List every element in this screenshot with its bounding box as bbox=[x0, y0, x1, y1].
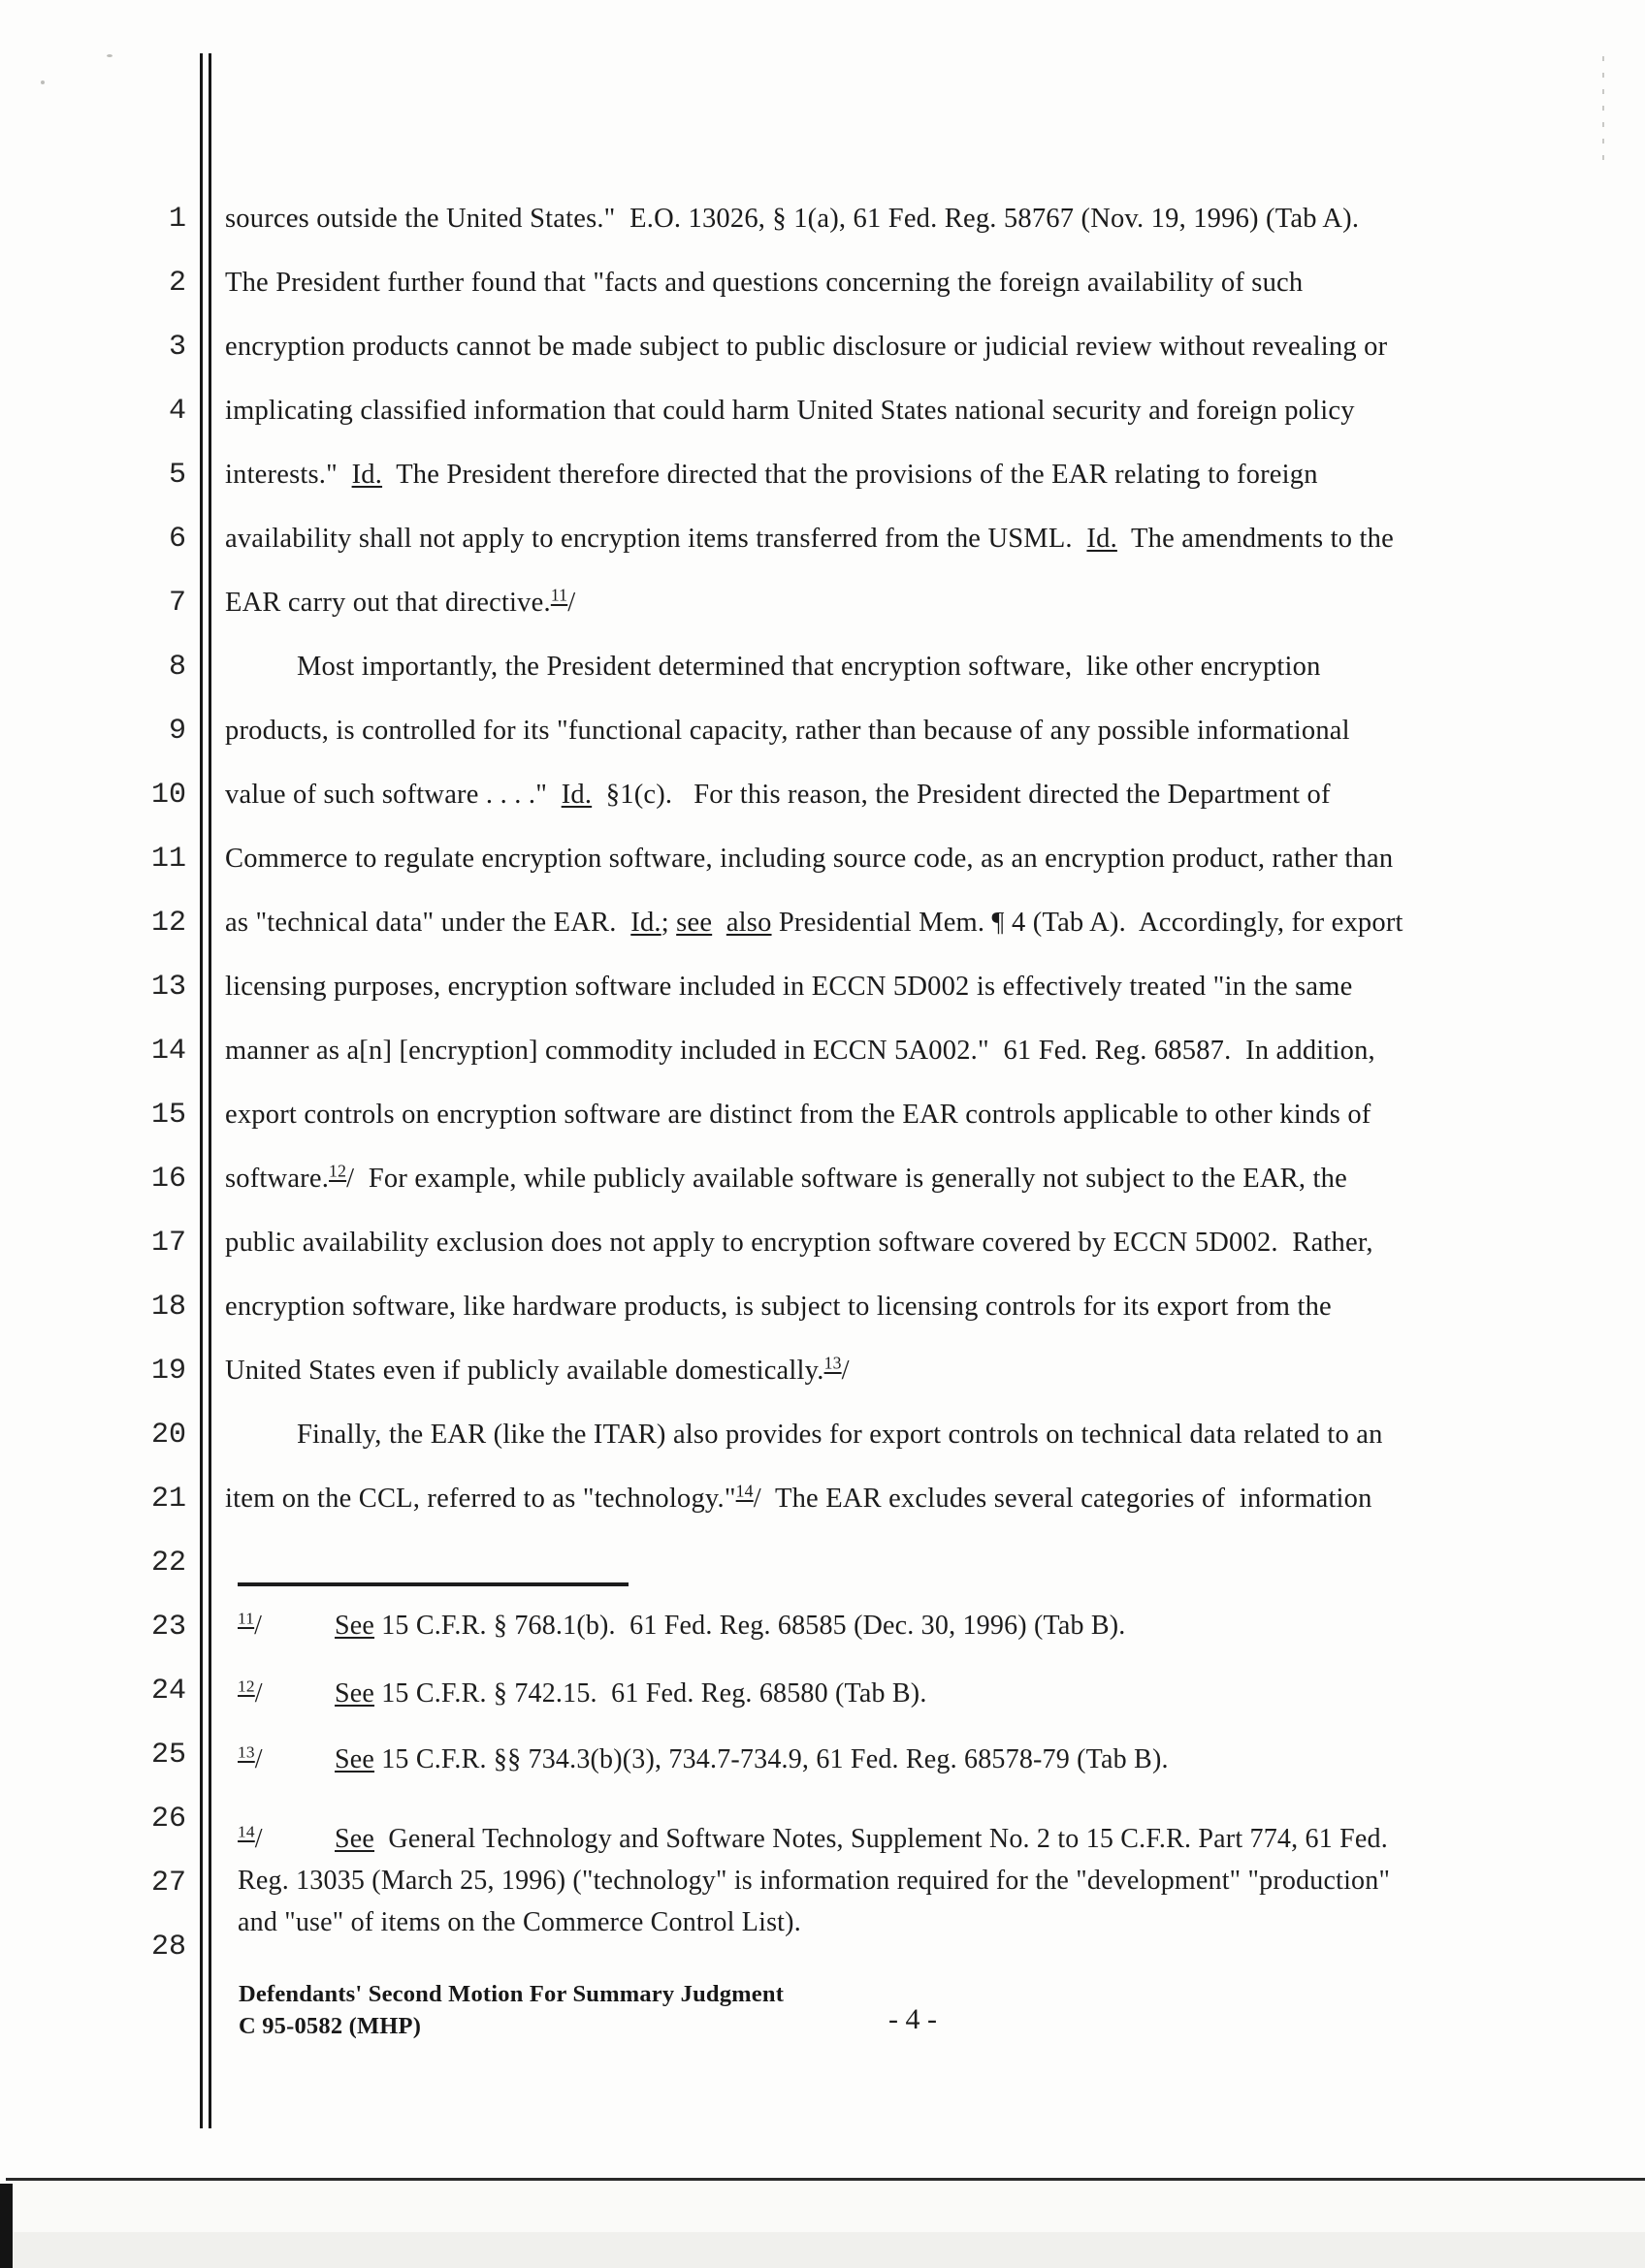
footnote-number: $^{13}$/ bbox=[238, 1742, 263, 1774]
text-segment: licensing purposes, encryption software included in ECCN 5D002 is effectively treated "in the same bbox=[225, 972, 1353, 1002]
line-number: 19 bbox=[150, 1355, 186, 1388]
line-number: 2 bbox=[168, 267, 186, 300]
document-line bbox=[225, 774, 1331, 816]
footer-case-number: C 95-0582 (MHP) bbox=[239, 2013, 422, 2039]
document-line bbox=[225, 198, 1359, 240]
text-segment: public availability exclusion does not apply to encryption software covered by ECCN 5D002. Rather, bbox=[225, 1228, 1373, 1258]
document-line bbox=[225, 966, 1353, 1008]
document-line bbox=[225, 1286, 1332, 1328]
document-line bbox=[225, 1414, 1383, 1456]
line-number: 4 bbox=[168, 395, 186, 428]
scanner-background-band bbox=[0, 2232, 1645, 2268]
line-number: 15 bbox=[150, 1099, 186, 1132]
page-number: - 4 - bbox=[888, 2003, 937, 2035]
text-segment: Id. bbox=[630, 908, 661, 938]
text-segment: interests." bbox=[225, 460, 352, 490]
text-segment: Id. bbox=[1086, 524, 1117, 554]
footnote-reference: 11 bbox=[550, 585, 568, 605]
line-number: 11 bbox=[150, 843, 186, 876]
footnote-line bbox=[238, 1819, 1388, 1860]
document-line bbox=[225, 1222, 1373, 1264]
footnote-line bbox=[238, 1902, 801, 1943]
text-segment: Most importantly, the President determined that encryption software, like other encryption bbox=[297, 652, 1321, 682]
line-number: 26 bbox=[150, 1803, 186, 1836]
text-segment: and "use" of items on the Commerce Control List). bbox=[238, 1907, 801, 1937]
scan-artifact-dotted-line bbox=[1602, 56, 1604, 168]
document-line bbox=[225, 518, 1394, 560]
line-number: 23 bbox=[150, 1611, 186, 1644]
line-number: 21 bbox=[150, 1483, 186, 1516]
line-number: 12 bbox=[150, 907, 186, 940]
text-segment: ; bbox=[661, 908, 677, 938]
text-segment: See bbox=[335, 1611, 375, 1641]
scan-speck bbox=[41, 80, 45, 84]
footnote-number-digits: 12 bbox=[238, 1677, 255, 1696]
line-number: 7 bbox=[168, 587, 186, 620]
line-number: 25 bbox=[150, 1739, 186, 1772]
scan-speck bbox=[107, 54, 113, 57]
footnote-line bbox=[238, 1674, 927, 1714]
text-segment: / The EAR excludes several categories of information bbox=[753, 1484, 1372, 1514]
text-segment: United States even if publicly available domestically. bbox=[225, 1356, 824, 1386]
document-line bbox=[225, 1478, 1372, 1520]
footnote-line bbox=[238, 1740, 1169, 1780]
text-segment: value of such software . . . ." bbox=[225, 780, 562, 810]
text-segment: The President further found that "facts and questions concerning the foreign availability of such bbox=[225, 268, 1304, 298]
line-number: 9 bbox=[168, 715, 186, 748]
text-segment: Id. bbox=[561, 780, 593, 810]
line-number: 18 bbox=[150, 1291, 186, 1324]
document-line bbox=[225, 646, 1321, 688]
text-segment: as "technical data" under the EAR. bbox=[225, 908, 631, 938]
line-number: 16 bbox=[150, 1163, 186, 1196]
line-number: 10 bbox=[150, 779, 186, 812]
footer-title: Defendants' Second Motion For Summary Judgment bbox=[239, 1981, 785, 2007]
footnote-number-digits: 11 bbox=[238, 1609, 255, 1628]
line-number: 1 bbox=[168, 203, 186, 236]
text-segment: EAR carry out that directive. bbox=[225, 588, 551, 618]
document-line bbox=[225, 1094, 1371, 1136]
footnote-number: $^{14}$/ bbox=[238, 1822, 263, 1854]
document-line bbox=[225, 262, 1303, 304]
footnote-number-digits: 14 bbox=[238, 1822, 255, 1841]
document-line bbox=[225, 454, 1318, 496]
text-segment: export controls on encryption software are distinct from the EAR controls applicable to other kinds of bbox=[225, 1100, 1371, 1130]
document-line bbox=[225, 582, 575, 624]
text-segment: 15 C.F.R. § 768.1(b). 61 Fed. Reg. 68585 (Dec. 30, 1996) (Tab B). bbox=[374, 1611, 1126, 1641]
text-segment: products, is controlled for its "functional capacity, rather than because of any possible informational bbox=[225, 716, 1350, 746]
document-line bbox=[225, 1158, 1347, 1200]
line-number: 24 bbox=[150, 1675, 186, 1708]
document-line bbox=[225, 710, 1350, 752]
text-segment: The President therefore directed that the provisions of the EAR relating to foreign bbox=[382, 460, 1318, 490]
text-segment: See bbox=[335, 1824, 375, 1854]
text-segment: item on the CCL, referred to as "technology." bbox=[225, 1484, 736, 1514]
line-number: 22 bbox=[150, 1547, 186, 1580]
text-segment: encryption software, like hardware products, is subject to licensing controls for its export from the bbox=[225, 1292, 1332, 1322]
text-segment: See bbox=[335, 1744, 375, 1774]
footnote-reference: 12 bbox=[329, 1161, 347, 1181]
document-line bbox=[225, 902, 1403, 944]
text-segment: sources outside the United States." E.O. 13026, § 1(a), 61 Fed. Reg. 58767 (Nov. 19, 1996) (Tab A). bbox=[225, 204, 1360, 234]
footer bbox=[239, 1978, 784, 2042]
line-number: 13 bbox=[150, 971, 186, 1004]
text-segment: see bbox=[676, 908, 713, 938]
document-line bbox=[225, 838, 1393, 880]
footnote-line bbox=[238, 1606, 1126, 1646]
line-number: 8 bbox=[168, 651, 186, 684]
text-segment: also bbox=[726, 908, 772, 938]
line-number: 28 bbox=[150, 1931, 186, 1964]
line-number: 14 bbox=[150, 1035, 186, 1068]
text-segment: encryption products cannot be made subject to public disclosure or judicial review without revealing or bbox=[225, 332, 1388, 362]
document-line bbox=[225, 390, 1355, 432]
text-segment: The amendments to the bbox=[1116, 524, 1394, 554]
text-segment: / For example, while publicly available software is generally not subject to the EAR, the bbox=[346, 1164, 1347, 1194]
line-number: 6 bbox=[168, 523, 186, 556]
line-number: 17 bbox=[150, 1227, 186, 1260]
text-segment: availability shall not apply to encryption items transferred from the USML. bbox=[225, 524, 1087, 554]
text-segment: / bbox=[567, 588, 576, 618]
line-number: 3 bbox=[168, 331, 186, 364]
text-segment: software. bbox=[225, 1164, 330, 1194]
text-segment: Commerce to regulate encryption software, including source code, as an encryption product, rather than bbox=[225, 844, 1394, 874]
footnote-reference: 13 bbox=[823, 1353, 842, 1373]
text-segment: §1(c). For this reason, the President directed the Department of bbox=[592, 780, 1331, 810]
text-segment bbox=[712, 908, 726, 938]
text-segment: Finally, the EAR (like the ITAR) also provides for export controls on technical data related to an bbox=[297, 1420, 1383, 1450]
text-segment: implicating classified information that could harm United States national security and foreign policy bbox=[225, 396, 1355, 426]
footnote-line bbox=[238, 1861, 1390, 1901]
text-segment: 15 C.F.R. §§ 734.3(b)(3), 734.7-734.9, 61 Fed. Reg. 68578-79 (Tab B). bbox=[374, 1744, 1169, 1774]
text-segment: General Technology and Software Notes, Supplement No. 2 to 15 C.F.R. Part 774, 61 Fed. bbox=[374, 1824, 1388, 1854]
footnote-separator bbox=[238, 1582, 629, 1586]
footnote-number: $^{11}$/ bbox=[238, 1609, 263, 1641]
text-segment: / bbox=[841, 1356, 850, 1386]
text-segment: 15 C.F.R. § 742.15. 61 Fed. Reg. 68580 (Tab B). bbox=[374, 1678, 927, 1709]
line-number: 27 bbox=[150, 1867, 186, 1900]
footnote-reference: 14 bbox=[735, 1481, 754, 1501]
text-segment: See bbox=[335, 1678, 375, 1709]
footnote-number: $^{12}$/ bbox=[238, 1677, 263, 1709]
document-line bbox=[225, 326, 1387, 368]
pleading-double-rule bbox=[200, 53, 211, 2128]
text-segment: Presidential Mem. ¶ 4 (Tab A). Accordingly, for export bbox=[771, 908, 1403, 938]
footnote-number-digits: 13 bbox=[238, 1742, 255, 1762]
line-number: 5 bbox=[168, 459, 186, 492]
text-segment: Reg. 13035 (March 25, 1996) ("technology" is information required for the "development" "production" bbox=[238, 1866, 1391, 1896]
document-line bbox=[225, 1350, 850, 1392]
document-line bbox=[225, 1030, 1375, 1072]
text-segment: manner as a[n] [encryption] commodity included in ECCN 5A002." 61 Fed. Reg. 68587. In addition, bbox=[225, 1036, 1375, 1066]
text-segment: Id. bbox=[351, 460, 383, 490]
line-number: 20 bbox=[150, 1419, 186, 1452]
scan-edge-strip bbox=[0, 2184, 13, 2268]
